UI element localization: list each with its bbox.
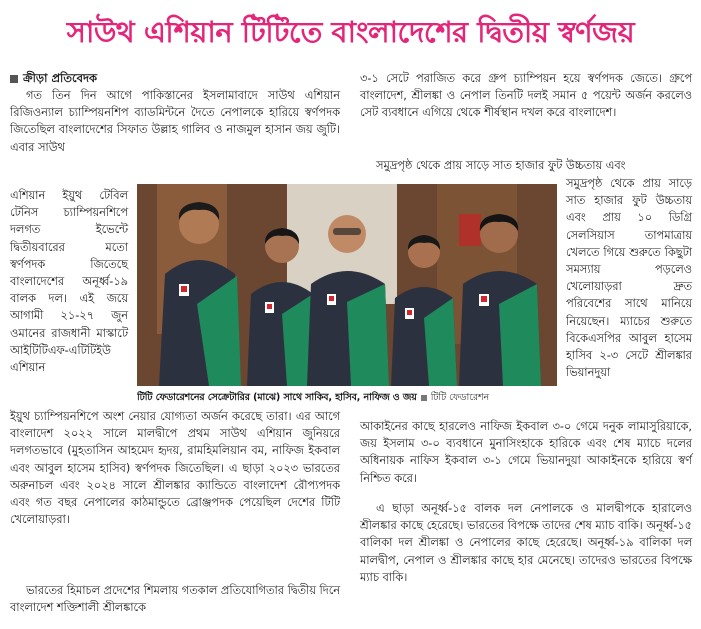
caption-square-icon [421, 395, 427, 401]
team-photo [137, 184, 557, 386]
photo-credit: টিটি ফেডারেশন [430, 392, 490, 403]
left-paragraph-1: গত তিন দিন আগে পাকিস্তানের ইসলামাবাদে সাউথ এশিয়ান রিজিওন্যাল চ্যাম্পিয়নশিপ ব্যাডমিন্টনে দৈতে নেপালকে হারিয়ে স্বর্ণপদক জিতেছিল বাংলাদেশের সিফাত উল্লাহ গালিব ও নাজমুল হাসান জয় জুটি। এবার সাউথ [10, 89, 340, 154]
byline-text: ক্রীড়া প্রতিবেদক [23, 71, 98, 85]
right-paragraph-2-lead: সমুদ্রপৃষ্ঠ থেকে প্রায় সাড়ে সাত হাজার ফুট উচ্চতায় এবং [376, 159, 626, 172]
right-paragraph-4: এ ছাড়া অনূর্ধ্ব-১৫ বালক দল নেপালকে ও মালদ্বীপকে হারালেও শ্রীলঙ্কার কাছে হেরেছে। ভারতের বিপক্ষে তাদের শেষ ম্যাচ বাকি। অনূর্ধ্ব-১৫ বালিকা দল শ্রীলঙ্কা ও নেপালের কাছে হেরেছে। অনূর্ধ্ব-১৯ বালিকা দল মালদ্বীপ, নেপাল ও শ্রীলঙ্কার কাছে হার মেনেছে। তাদেরও ভারতের বিপক্ষে ম্যাচ বাকি। [360, 502, 692, 584]
caption-text: টিটি ফেডারেশনের সেক্রেটারির (মাঝে) সাথে সাকিব, হাসিব, নাফিজ ও জয় [137, 392, 417, 403]
left-paragraph-3: ইয়ুথ চ্যাম্পিয়নশিপে অংশ নেয়ার যোগ্যতা অর্জন করেছে তারা। এর আগে বাংলাদেশ ২০২২ সালে মালদ্বীপে প্রথম সাউথ এশিয়ান জুনিয়রে দলগতভাবে (মুহতাসিন আহমেদ হৃদয়, রামহিমলিয়ান বম, নাফিজ ইকবাল এবং আবুল হাসেম হাসিব) স্বর্ণপদক জিতেছিল। এ ছাড়া ২০২৩ ভারতের অরুনাচল এবং ২০২৪ সালে শ্রীলঙ্কার ক্যান্ডিতে বাংলাদেশ রৌপ্যপদক এবং গত বছর নেপালের কাঠমান্ডুতে ব্রোঞ্জপদক পেয়েছিল দেশের টিটি খেলোয়াড়রা। [10, 410, 340, 527]
right-paragraph-3: আকাইনের কাছে হারলেও নাফিজ ইকবাল ৩-০ গেমে দনুক লামাসুরিয়াকে, জয় ইসলাম ৩-০ ব্যবধানে মুনাসিংহাকে হারিকে এবং শেষ ম্যাচে দলের অধিনায়ক নাফিস ইকবাল ৩-১ গেমে ভিয়ানদুয়া আকাইনকে হারিয়ে স্বর্ণ নিশ্চিত করে। [360, 420, 692, 485]
headline: সাউথ এশিয়ান টিটিতে বাংলাদেশের দ্বিতীয় স্বর্ণজয় [66, 15, 635, 49]
right-paragraph-1: ৩-১ সেটে পরাজিত করে গ্রুপ চ্যাম্পিয়ন হয়ে স্বর্ণপদক জেতে। গ্রুপে বাংলাদেশ, শ্রীলঙ্কা ও নেপাল তিনটি দলই সমান ৫ পয়েন্ট অর্জন করলেও সেট ব্যবধানে এগিয়ে থেকে শীর্ষস্থান দখল করে বাংলাদেশ। [360, 72, 692, 120]
right-paragraph-2: সমুদ্রপৃষ্ঠ থেকে প্রায় সাড়ে সাত হাজার ফুট উচ্চতায় এবং প্রায় ১০ ডিগ্রি সেলসিয়াস তাপমাত্রায় খেলতে গিয়ে শুরুতে কিছুটা সমস্যায় পড়লেও খেলোয়াড়রা দ্রুত পরিবেশের সাথে মানিয়ে নিয়েছেন। ম্যাচের শুরুতে বিকেএসপির আবুল হাসেম হাসিব ২-৩ সেটে শ্রীলঙ্কার ভিয়ানদুয়া [566, 177, 692, 380]
wall-poster [459, 214, 481, 246]
byline-square-icon [10, 75, 18, 83]
left-paragraph-4: ভারতের হিমাচল প্রদেশের শিমলায় গতকাল প্রতিযোগিতার দ্বিতীয় দিনে বাংলাদেশ শক্তিশালী শ্রীলঙ্কাকে [10, 584, 340, 615]
team-photo-illustration [137, 184, 557, 386]
left-paragraph-2: এশিয়ান ইয়ুথ টেবিল টেনিস চ্যাম্পিয়নশিপে দলগত ইভেন্টে দ্বিতীয়বারের মতো স্বর্ণপদক জিতেছে বাংলাদেশের অনূর্ধ্ব-১৯ বালক দল। এই জয়ে আগামী ২১-২৭ জুন ওমানের রাজধানী মাস্কাটে আইটিটিএফ-এটিটিইউ এশিয়ান [10, 189, 128, 375]
photo-caption [137, 389, 557, 407]
byline [10, 70, 97, 87]
